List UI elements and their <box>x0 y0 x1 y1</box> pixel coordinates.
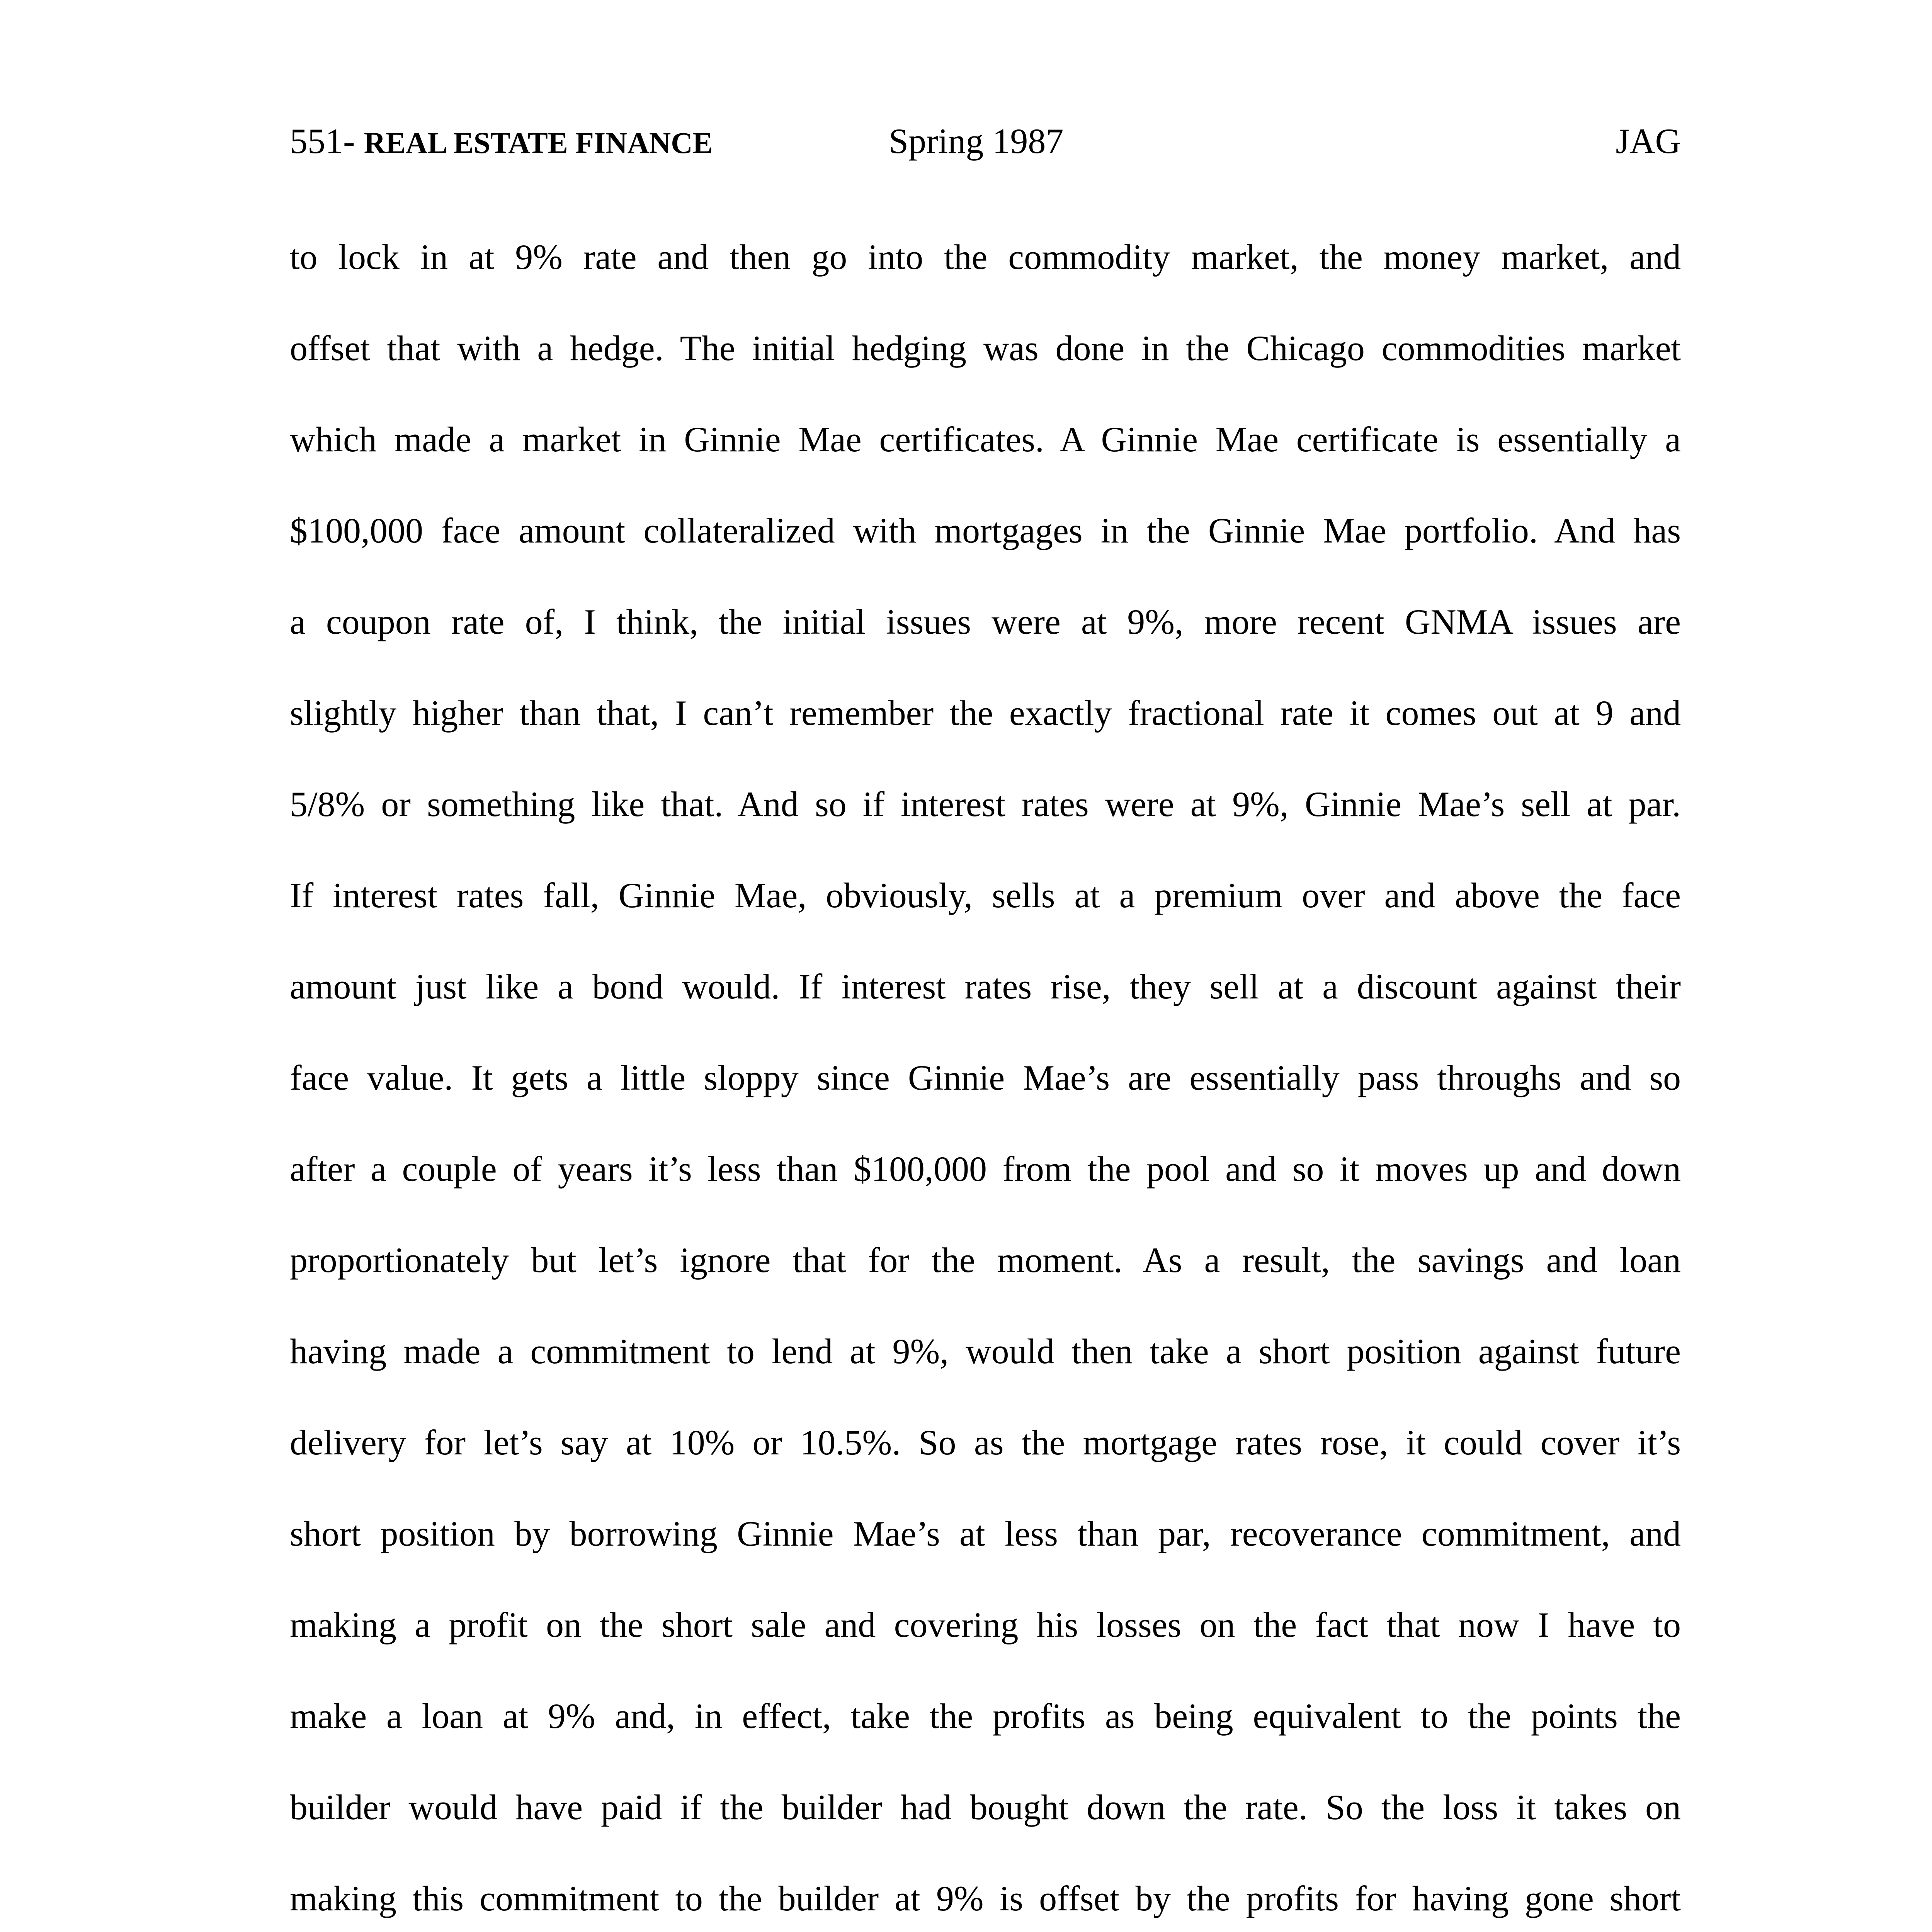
text-line: after a couple of years it’s less than $100,000 from the pool and so it moves up and down <box>290 1149 1681 1189</box>
text-line: short position by borrowing Ginnie Mae’s at less than par, recoverance commitment, and <box>290 1514 1681 1553</box>
text-line: proportionately but let’s ignore that for the moment. As a result, the savings and loan <box>290 1240 1681 1280</box>
term-label: Spring 1987 <box>889 121 1064 161</box>
text-line: 5/8% or something like that. And so if interest rates were at 9%, Ginnie Mae’s sell at par. <box>290 784 1681 824</box>
text-line: making this commitment to the builder at 9% is offset by the profits for having gone short <box>290 1879 1681 1918</box>
text-line: If interest rates fall, Ginnie Mae, obviously, sells at a premium over and above the face <box>290 876 1681 915</box>
text-line: builder would have paid if the builder had bought down the rate. So the loss it takes on <box>290 1787 1681 1827</box>
text-line: slightly higher than that, I can’t remember the exactly fractional rate it comes out at 9 and <box>290 693 1681 733</box>
text-line: offset that with a hedge. The initial hedging was done in the Chicago commodities market <box>290 328 1681 368</box>
text-line: which made a market in Ginnie Mae certificates. A Ginnie Mae certificate is essentially a <box>290 420 1681 459</box>
body-paragraph <box>290 232 1681 1932</box>
text-line: to lock in at 9% rate and then go into the commodity market, the money market, and <box>290 237 1681 277</box>
text-line: make a loan at 9% and, in effect, take the profits as being equivalent to the points the <box>290 1696 1681 1736</box>
course-title: REAL ESTATE FINANCE <box>364 126 713 160</box>
text-line: a coupon rate of, I think, the initial issues were at 9%, more recent GNMA issues are <box>290 602 1681 641</box>
text-line: having made a commitment to lend at 9%, would then take a short position against future <box>290 1332 1681 1371</box>
text-line: face value. It gets a little sloppy since Ginnie Mae’s are essentially pass throughs and so <box>290 1058 1681 1097</box>
text-line: amount just like a bond would. If interest rates rise, they sell at a discount against their <box>290 967 1681 1006</box>
text-line: $100,000 face amount collateralized with mortgages in the Ginnie Mae portfolio. And has <box>290 511 1681 550</box>
text-line: delivery for let’s say at 10% or 10.5%. So as the mortgage rates rose, it could cover it’s <box>290 1423 1681 1462</box>
author-initials: JAG <box>1616 121 1681 161</box>
page-header <box>290 116 1681 166</box>
text-line: making a profit on the short sale and covering his losses on the fact that now I have to <box>290 1605 1681 1645</box>
course-number: 551- <box>290 121 355 161</box>
course-label <box>290 116 713 168</box>
